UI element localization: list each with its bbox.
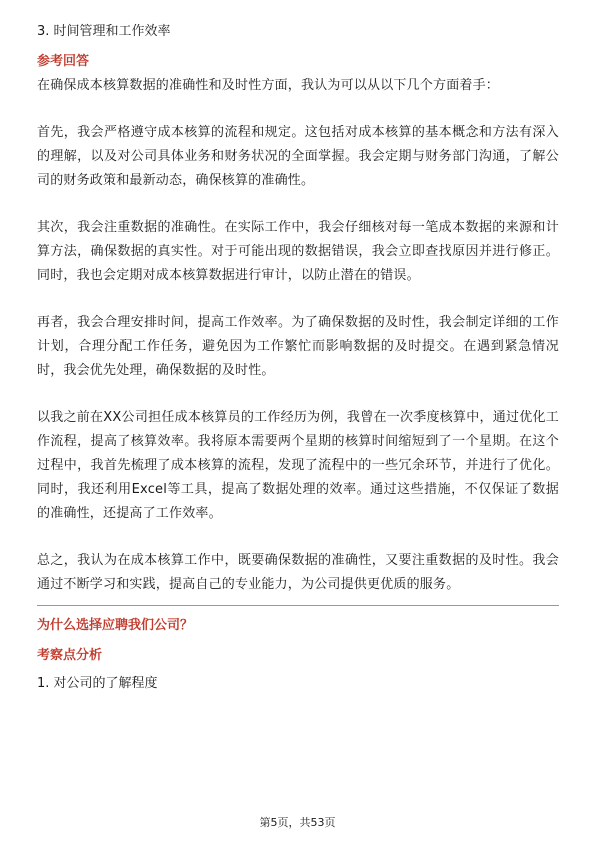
answer-paragraph: 在确保成本核算数据的准确性和及时性方面，我认为可以从以下几个方面着手： bbox=[37, 78, 500, 93]
answer-paragraph: 总之，我认为在成本核算工作中，既要确保数据的准确性，又要注重数据的及时性。我会通过不断学习和实践，提高自己的专业能力，为公司提供更优质的服务。 bbox=[37, 553, 559, 592]
answer-paragraph: 首先，我会严格遵守成本核算的流程和规定。这包括对成本核算的基本概念和方法有深入的理解，以及对公司具体业务和财务状况的全面掌握。我会定期与财务部门沟通，了解公司的财务政策和最新动态，确保核算的准确性。 bbox=[37, 125, 559, 188]
analysis-label: 考察点分析 bbox=[37, 648, 103, 663]
page-content bbox=[37, 22, 559, 694]
analysis-point: 1. 对公司的了解程度 bbox=[37, 676, 158, 691]
answer-paragraph: 再者，我会合理安排时间，提高工作效率。为了确保数据的及时性，我会制定详细的工作计划，合理分配工作任务，避免因为工作繁忙而影响数据的及时提交。在遇到紧急情况时，我会优先处理，确保数据的及时性。 bbox=[37, 315, 559, 378]
section-title: 3. 时间管理和工作效率 bbox=[37, 24, 171, 39]
section-divider bbox=[37, 605, 559, 606]
answer-label: 参考回答 bbox=[37, 54, 90, 69]
answer-paragraph: 以我之前在XX公司担任成本核算员的工作经历为例，我曾在一次季度核算中，通过优化工作流程，提高了核算效率。我将原本需要两个星期的核算时间缩短到了一个星期。在这个过程中，我首先梳理了成本核算的流程，发现了流程中的一些冗余环节，并进行了优化。同时，我还利用Excel等工具，提高了数据处理的效率。通过这些措施，不仅保证了数据的准确性，还提高了工作效率。 bbox=[37, 410, 559, 521]
question-title: 为什么选择应聘我们公司？ bbox=[37, 618, 194, 633]
answer-paragraph: 其次，我会注重数据的准确性。在实际工作中，我会仔细核对每一笔成本数据的来源和计算方法，确保数据的真实性。对于可能出现的数据错误，我会立即查找原因并进行修正。同时，我也会定期对成本核算数据进行审计，以防止潜在的错误。 bbox=[37, 220, 559, 283]
page-footer: 第5页，共53页 bbox=[259, 816, 336, 829]
